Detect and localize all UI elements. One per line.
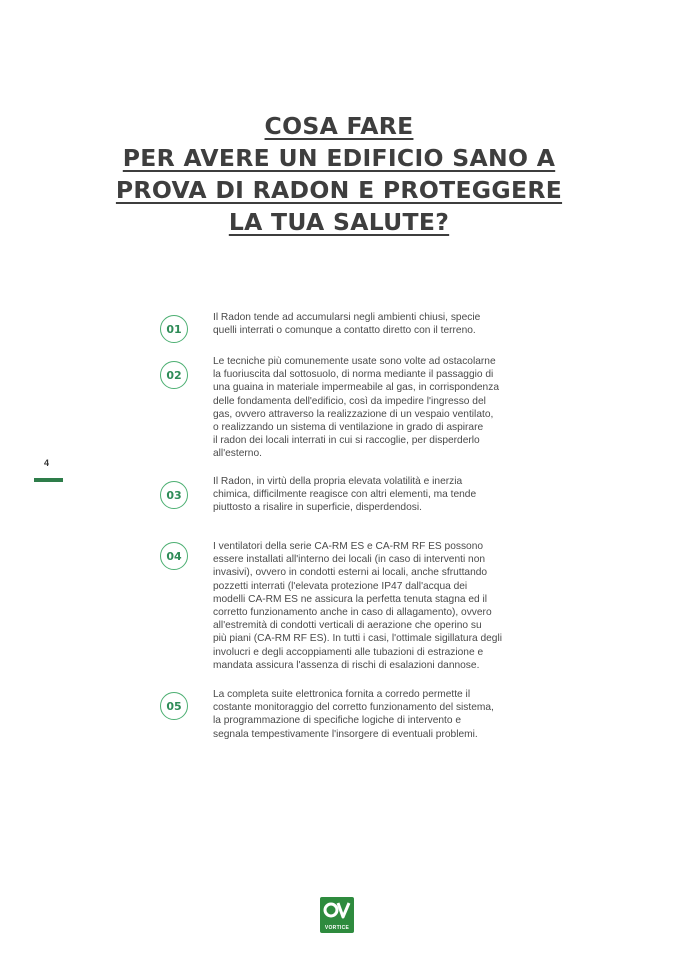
vortice-mark-icon — [323, 899, 351, 923]
item-number-badge: 05 — [160, 692, 188, 720]
title-line-3: PROVA DI RADON E PROTEGGERE — [115, 176, 563, 204]
logo-wordmark: VORTICE — [324, 925, 350, 931]
item-number-badge: 02 — [160, 361, 188, 389]
item-text: Le tecniche più comunemente usate sono volte ad ostacolarne la fuoriuscita dal sottosuolo, di norma mediante il passaggio di una guaina in materiale impermeabile al gas, in corrispondenza delle fondamenta dell'edificio, così da impedire l'ingresso del gas, ovvero attraverso la realizzazione di un vespaio ventilato, o realizzando un sistema di ventilazione in grado di aspirare il radon dei locali interrati in cui si raccoglie, per disperderlo all'esterno. — [213, 356, 499, 460]
item-number-badge: 04 — [160, 542, 188, 570]
title-line-2: PER AVERE UN EDIFICIO SANO A — [122, 144, 556, 172]
vortice-logo — [320, 897, 354, 933]
page-number-bar — [34, 478, 63, 482]
item-number-badge: 01 — [160, 315, 188, 343]
item-text: I ventilatori della serie CA-RM ES e CA-RM RF ES possono essere installati all'interno dei locali (in caso di interventi non invasivi), ovvero in condotti esterni ai locali, anche sfruttando pozzetti interrati (l'elevata protezione IP47 dall'acqua dei modelli CA-RM ES ne assicura la perfetta tenuta stagna ed il corretto funzionamento anche in caso di allagamento), ovvero all'estremità di condotti verticali di aerazione che operino su più piani (CA-RM RF ES). In tutti i casi, l'ottimale sigillatura degli involucri e degli accoppiamenti alle tubazioni di estrazione e mandata assicura l'assenza di rischi di esalazioni dannose. — [213, 541, 502, 671]
item-text: La completa suite elettronica fornita a corredo permette il costante monitoraggio del corretto funzionamento del sistema, la programmazione di specifiche logiche di intervento e segnala tempestivamente l'insorgere di eventuali problemi. — [213, 689, 494, 740]
item-number-badge: 03 — [160, 481, 188, 509]
page-number: 4 — [44, 458, 50, 468]
title-line-4: LA TUA SALUTE? — [228, 208, 450, 236]
item-text: Il Radon tende ad accumularsi negli ambienti chiusi, specie quelli interrati o comunque a contatto diretto con il terreno. — [213, 312, 481, 337]
item-text: Il Radon, in virtù della propria elevata volatilità e inerzia chimica, difficilmente reagisce con altri elementi, ma tende piuttosto a risalire in superficie, disperdendosi. — [213, 476, 477, 514]
title-line-1: COSA FARE — [264, 112, 414, 140]
page-title — [0, 110, 678, 238]
